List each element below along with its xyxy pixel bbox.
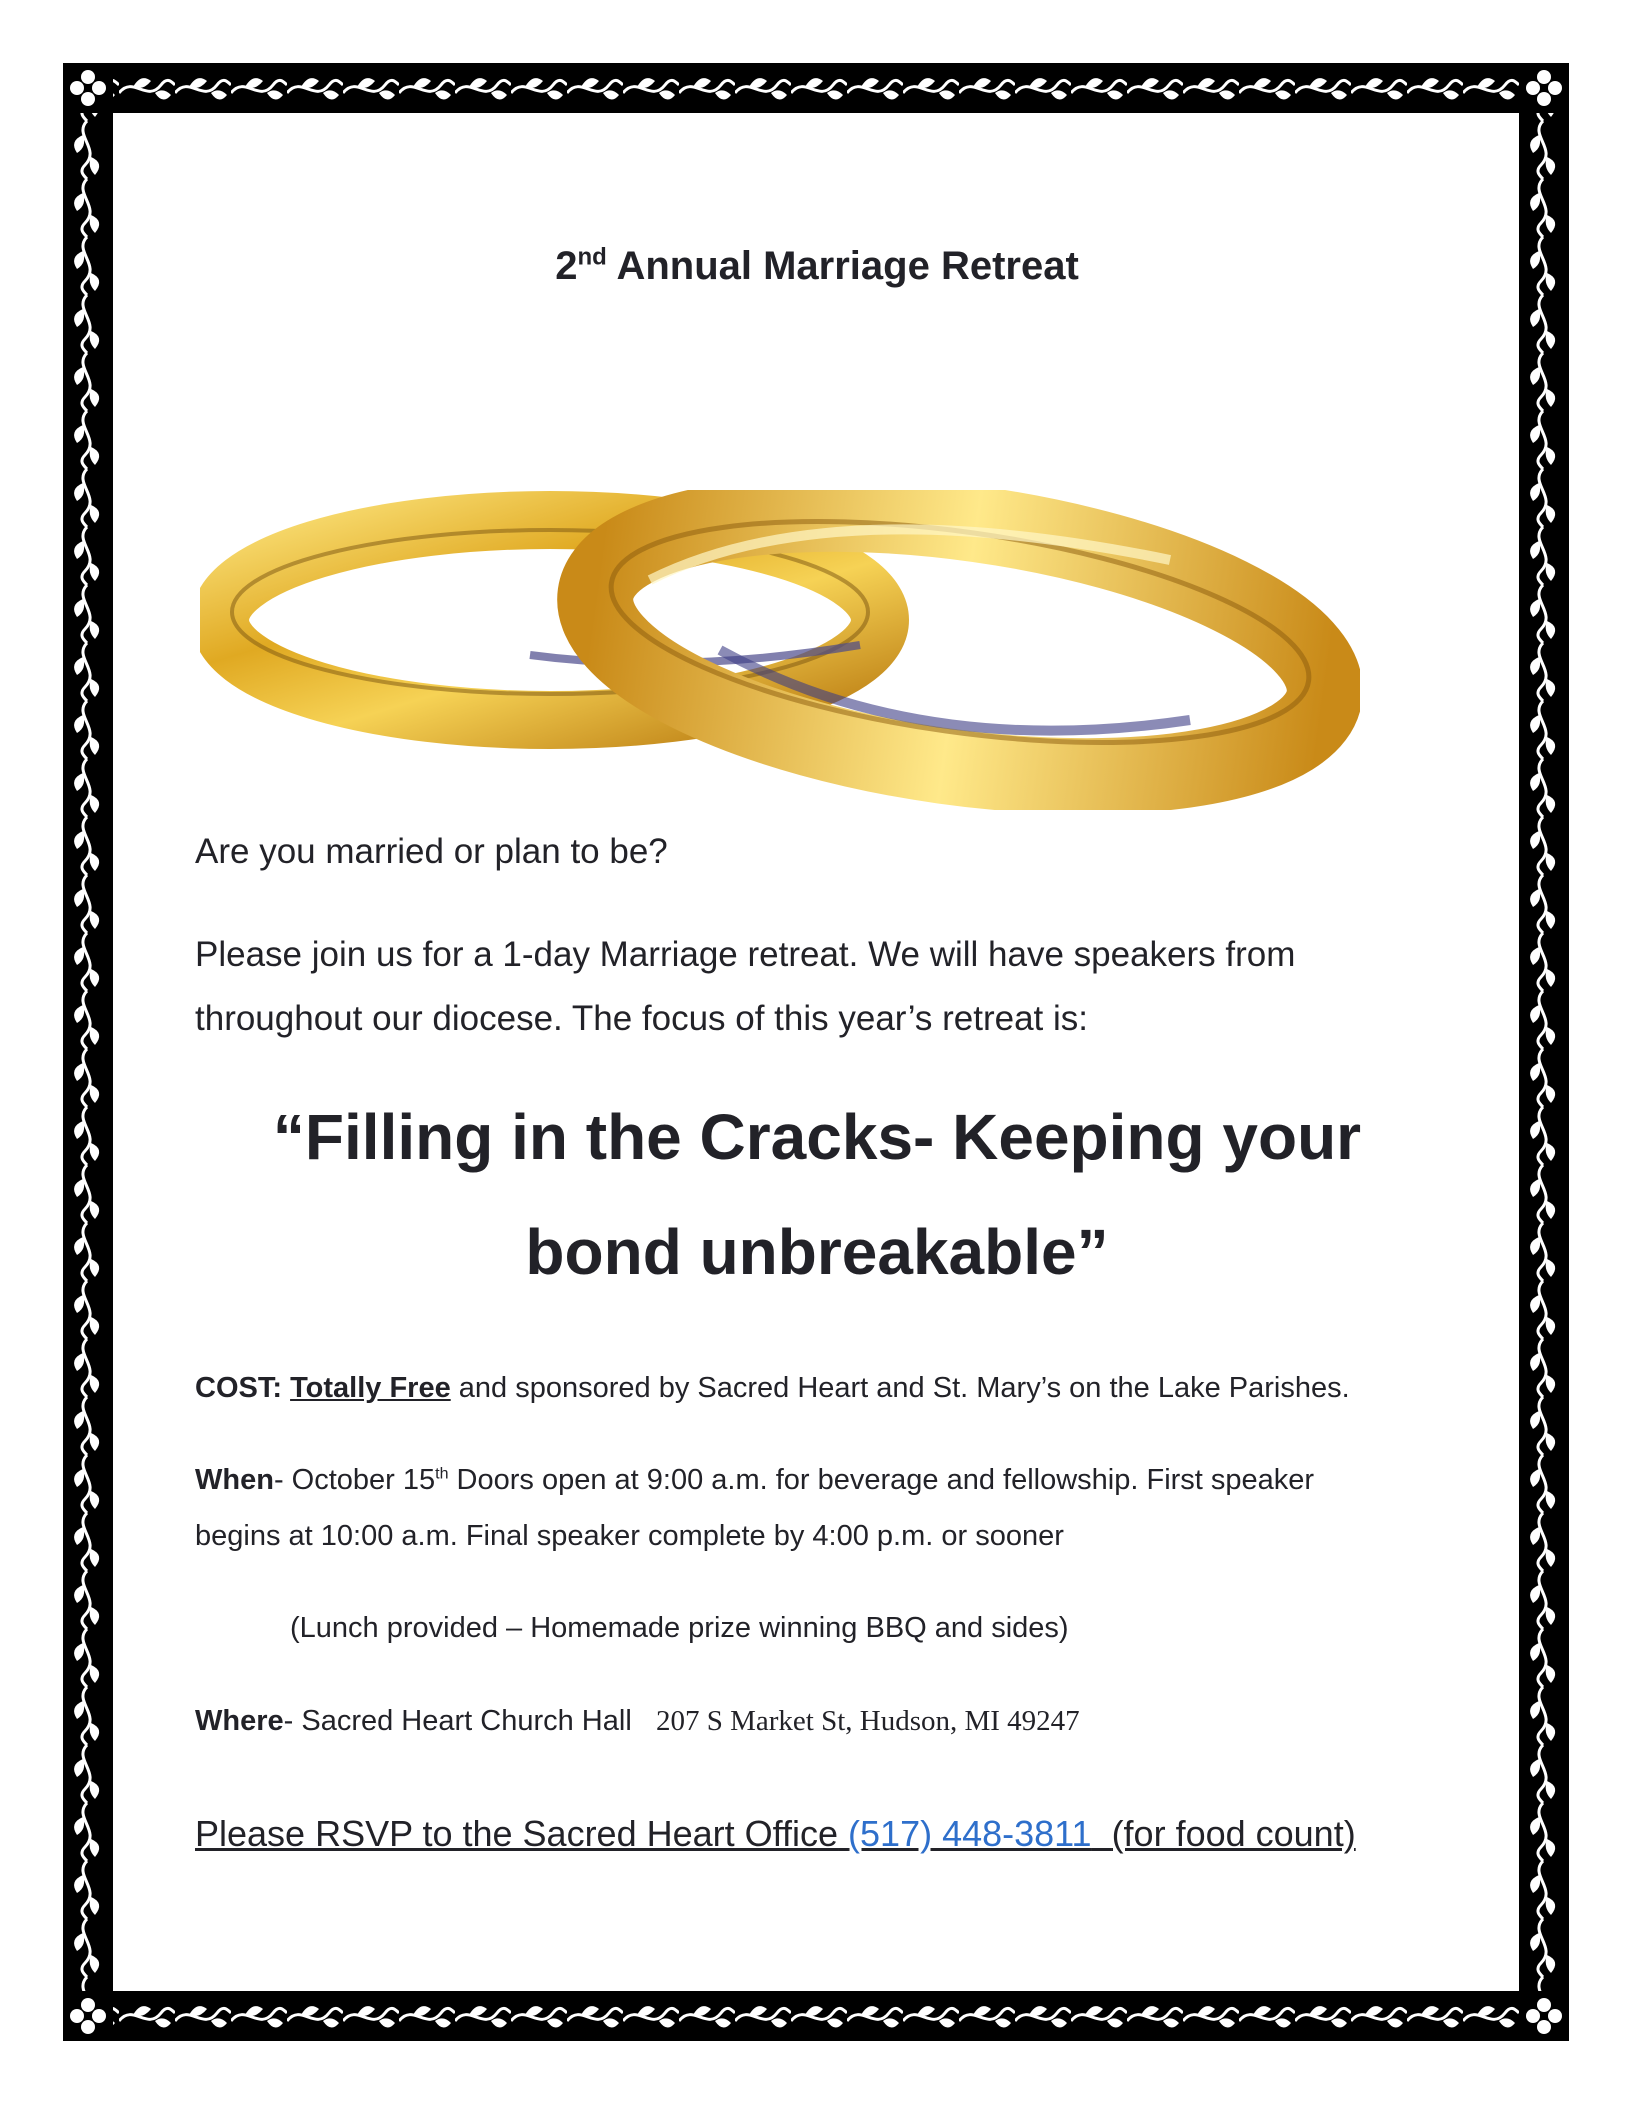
when-date: - October 15 xyxy=(273,1464,436,1496)
rsvp-line xyxy=(195,1808,1356,1860)
border-top-vine xyxy=(63,63,1569,113)
border-corner-flower-icon xyxy=(1519,63,1569,113)
border-bottom-vine xyxy=(63,1991,1569,2041)
cost-rest: and sponsored by Sacred Heart and St. Mary’s on the Lake Parishes. xyxy=(458,1372,1350,1404)
where-address: 207 S Market St, Hudson, MI 49247 xyxy=(655,1705,1080,1737)
when-line-1 xyxy=(195,1452,1314,1508)
rsvp-phone-link[interactable]: (517) 448-3811 xyxy=(848,1813,1092,1854)
title-ordinal-suffix: nd xyxy=(577,243,607,271)
border-corner-flower-icon xyxy=(63,63,113,113)
title-ordinal-number: 2 xyxy=(555,244,578,288)
rsvp-text: Please RSVP to the Sacred Heart Office xyxy=(195,1813,839,1854)
when-date-suffix: th xyxy=(435,1465,449,1483)
intro-line-1: Please join us for a 1-day Marriage retreat. We will have speakers from xyxy=(195,935,1296,974)
border-corner-flower-icon xyxy=(1519,1991,1569,2041)
title-text: Annual Marriage Retreat xyxy=(616,244,1079,288)
cost-colon: : xyxy=(272,1372,283,1404)
theme-line-2: bond unbreakable” xyxy=(525,1216,1109,1288)
when-label: When xyxy=(195,1464,274,1496)
theme-line-1: “Filling in the Cracks- Keeping your xyxy=(272,1101,1362,1173)
border-left-vine xyxy=(63,63,113,2041)
page-title xyxy=(0,244,1634,289)
wedding-rings-image xyxy=(200,490,1360,810)
border-corner-flower-icon xyxy=(63,1991,113,2041)
when-line-2: begins at 10:00 a.m. Final speaker complete by 4:00 p.m. or sooner xyxy=(195,1520,1064,1552)
intro-question: Are you married or plan to be? xyxy=(195,832,668,871)
cost-label: COST xyxy=(195,1372,273,1404)
cost-value: Totally Free xyxy=(290,1372,451,1404)
where-line xyxy=(195,1693,1080,1749)
intro-line-2: throughout our diocese. The focus of this year’s retreat is: xyxy=(195,999,1088,1038)
rsvp-note: (for food count) xyxy=(1111,1813,1356,1854)
border-right-vine xyxy=(1519,63,1569,2041)
when-rest: Doors open at 9:00 a.m. for beverage and fellowship. First speaker xyxy=(448,1464,1315,1496)
where-label: Where xyxy=(195,1705,284,1737)
cost-line xyxy=(195,1360,1350,1416)
where-venue: - Sacred Heart Church Hall xyxy=(283,1705,632,1737)
lunch-note: (Lunch provided – Homemade prize winning BBQ and sides) xyxy=(290,1612,1069,1644)
